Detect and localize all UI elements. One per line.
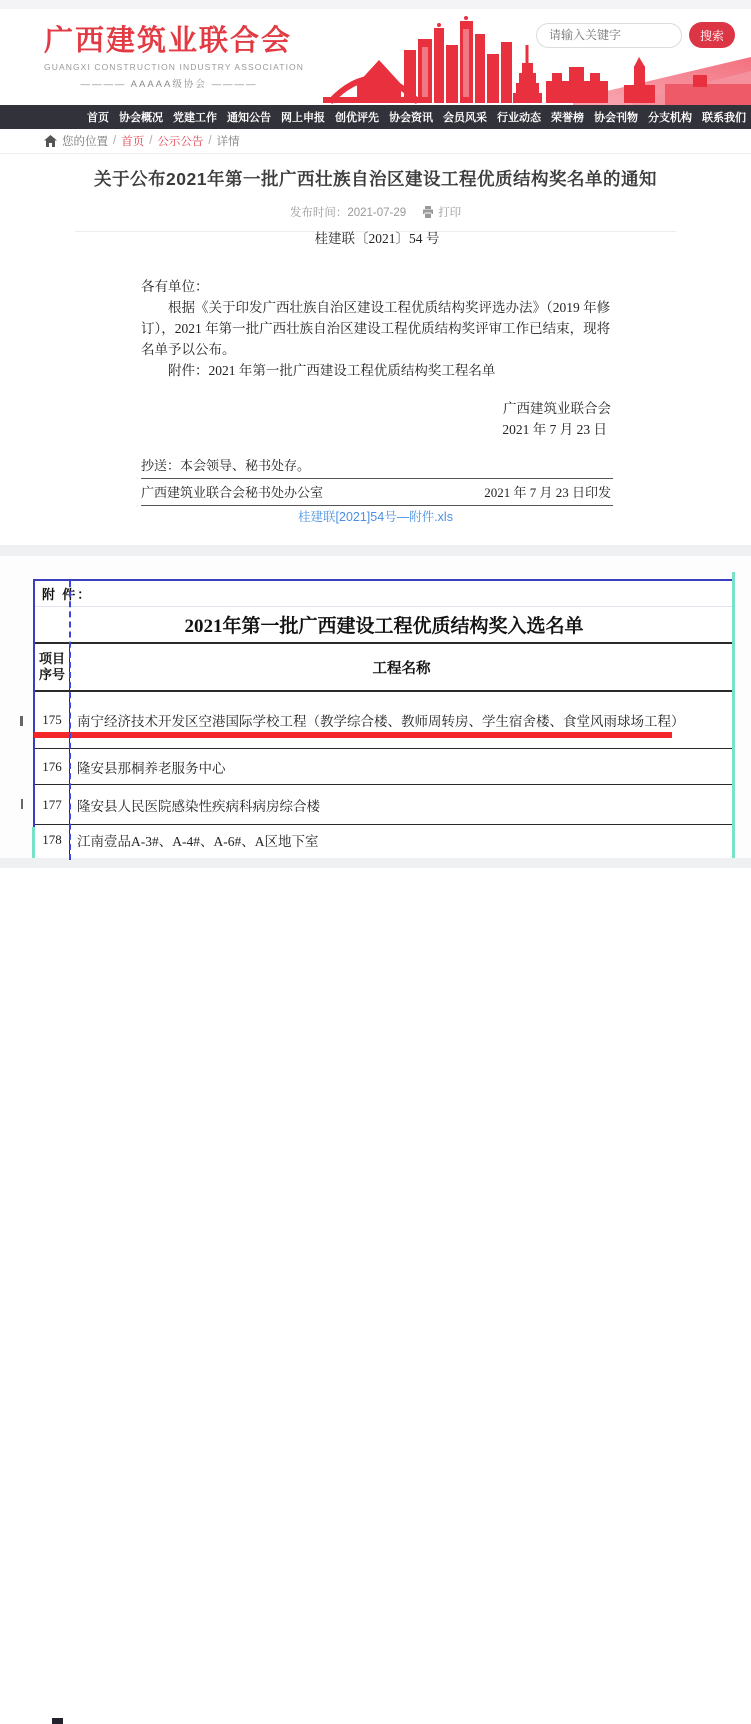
nav-item-13[interactable]: 联系我们 xyxy=(702,112,746,124)
issuer-office: 广西建筑业联合会秘书处办公室 xyxy=(141,485,324,500)
column-header-name: 工程名称 xyxy=(372,660,431,677)
document-paragraph: 根据《关于印发广西壮族自治区建设工程优质结构奖评选办法》（2019 年修订），2021 年第一批广西壮族自治区建设工程优质结构奖评审工作已结束，现将名单予以公布。 xyxy=(141,300,611,357)
table-row xyxy=(35,692,733,749)
attachment-link-row xyxy=(0,507,751,526)
attachment-preview-section xyxy=(0,556,751,858)
page-title: 关于公布2021年第一批广西壮族自治区建设工程优质结构奖名单的通知 xyxy=(94,169,657,189)
breadcrumb-link-home[interactable]: 首页 xyxy=(121,136,145,148)
official-document xyxy=(141,228,613,506)
column-header-number-line1: 项目 xyxy=(38,651,65,666)
nav-item-5[interactable]: 网上申报 xyxy=(281,112,325,124)
section-gap xyxy=(0,545,751,556)
nav-item-8[interactable]: 会员风采 xyxy=(443,112,487,124)
home-icon xyxy=(44,135,57,147)
article-meta xyxy=(0,204,751,220)
document-number: 桂建联〔2021〕54 号 xyxy=(314,231,440,246)
issue-date: 2021 年 7 月 23 日印发 xyxy=(484,485,611,500)
search-button[interactable]: 搜索 xyxy=(689,22,735,48)
project-name-cell: 江南壹品A-3#、A-4#、A-6#、A区地下室 xyxy=(77,834,319,849)
breadcrumb-separator: / xyxy=(208,135,212,147)
site-header xyxy=(0,9,751,105)
project-number-cell: 176 xyxy=(35,749,70,784)
project-number-cell: 177 xyxy=(35,785,70,824)
project-name-cell: 隆安县人民医院感染性疾病科病房综合楼 xyxy=(77,798,320,814)
nav-item-4[interactable]: 通知公告 xyxy=(227,112,271,124)
publish-time: 发布时间：2021-07-29 xyxy=(289,207,407,219)
clipped-element-fragment xyxy=(52,1718,63,1724)
breadcrumb-separator: / xyxy=(149,135,153,147)
breadcrumb-current: 详情 xyxy=(216,136,240,148)
nav-item-7[interactable]: 协会资讯 xyxy=(389,112,433,124)
sheet-left-teal-border xyxy=(32,827,35,858)
sheet-attachment-label: 附 件： xyxy=(35,581,733,607)
cc-line: 抄送：本会领导、秘书处存。 xyxy=(141,455,613,479)
print-button[interactable]: 打印 xyxy=(438,207,462,219)
sign-date: 2021 年 7 月 23 日 xyxy=(502,422,607,437)
project-name-cell: 南宁经济技术开发区空港国际学校工程（教学综合楼、教师周转房、学生宿舍楼、食堂风雨球场工程） xyxy=(77,714,685,729)
table-row xyxy=(35,749,733,785)
nav-item-6[interactable]: 创优评先 xyxy=(335,112,379,124)
issue-line xyxy=(141,479,613,506)
attachment-xls-link[interactable]: 桂建联[2021]54号—附件.xls xyxy=(298,510,453,524)
breadcrumb xyxy=(0,129,751,154)
table-row xyxy=(35,825,733,855)
breadcrumb-prefix: 您的位置 xyxy=(62,136,108,148)
article-section xyxy=(0,154,751,545)
column-header-number-line2: 序号 xyxy=(38,667,65,682)
sheet-rows xyxy=(35,692,733,855)
nav-item-2[interactable]: 协会概况 xyxy=(119,112,163,124)
cc-block xyxy=(141,455,613,506)
project-number-cell: 178 xyxy=(35,825,70,855)
logo-grade-badge: ———— AAAAA级协会 ———— xyxy=(80,79,258,90)
sheet-title: 2021年第一批广西建设工程优质结构奖入选名单 xyxy=(35,607,733,644)
main-navigation xyxy=(0,105,751,129)
project-name-cell: 隆安县那桐养老服务中心 xyxy=(77,760,226,776)
search-input[interactable] xyxy=(536,23,682,48)
nav-item-10[interactable]: 荣誉榜 xyxy=(551,112,584,124)
spreadsheet-preview xyxy=(33,579,733,858)
nav-item-12[interactable]: 分支机构 xyxy=(648,112,692,124)
logo-subtitle: GUANGXI CONSTRUCTION INDUSTRY ASSOCIATION xyxy=(44,62,304,72)
city-skyline-illustration xyxy=(273,5,751,105)
attachment-line: 附件：2021 年第一批广西建设工程优质结构奖工程名单 xyxy=(168,363,496,378)
printer-icon xyxy=(422,206,434,218)
salutation: 各有单位： xyxy=(141,279,209,294)
signer-name: 广西建筑业联合会 xyxy=(503,401,611,416)
nav-item-3[interactable]: 党建工作 xyxy=(173,112,217,124)
page-bottom-strip xyxy=(0,858,751,868)
breadcrumb-link-notices[interactable]: 公示公告 xyxy=(157,136,204,148)
nav-item-11[interactable]: 协会刊物 xyxy=(594,112,638,124)
clipped-text-fragment xyxy=(21,799,23,809)
breadcrumb-separator: / xyxy=(113,135,117,147)
site-logo[interactable] xyxy=(44,18,304,90)
table-row xyxy=(35,785,733,825)
nav-item-9[interactable]: 行业动态 xyxy=(497,112,541,124)
sheet-header-row xyxy=(35,644,733,692)
nav-item-1[interactable]: 首页 xyxy=(87,112,109,124)
logo-title: 广西建筑业联合会 xyxy=(44,25,293,57)
project-number-cell: 175 xyxy=(35,692,70,748)
column-header-number xyxy=(35,644,70,690)
search-box xyxy=(536,22,735,48)
clipped-text-fragment xyxy=(20,716,23,726)
sheet-right-border xyxy=(732,572,735,858)
